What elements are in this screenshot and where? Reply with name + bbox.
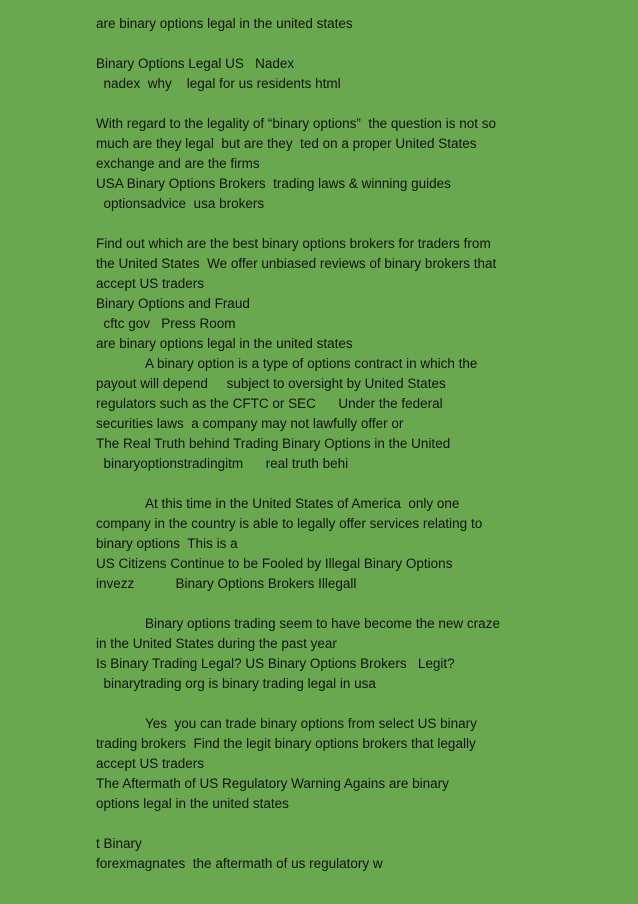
text-line: t Binary bbox=[96, 836, 142, 851]
text-line: are binary options legal in the united states bbox=[96, 16, 353, 31]
text-line: options legal in the united states bbox=[96, 796, 289, 811]
blank-line bbox=[96, 94, 546, 114]
text-line: With regard to the legality of “binary options” the question is not so bbox=[96, 116, 496, 131]
text-line: binary options This is a bbox=[96, 536, 238, 551]
text-line: US Citizens Continue to be Fooled by Illegal Binary Options bbox=[96, 556, 453, 571]
blank-line bbox=[96, 214, 546, 234]
text-line: A binary option is a type of options contract in which the bbox=[145, 356, 478, 371]
text-line: nadex why legal for us residents html bbox=[96, 76, 341, 91]
blank-line bbox=[96, 694, 546, 714]
text-line: regulators such as the CFTC or SEC Under the federal bbox=[96, 396, 443, 411]
text-line: USA Binary Options Brokers trading laws & winning guides bbox=[96, 176, 451, 191]
text-line: The Aftermath of US Regulatory Warning Agains are binary bbox=[96, 776, 449, 791]
text-line: the United States We offer unbiased reviews of binary brokers that bbox=[96, 256, 497, 271]
text-line: forexmagnates the aftermath of us regulatory w bbox=[96, 856, 383, 871]
text-line: invezz Binary Options Brokers Illegall bbox=[96, 576, 357, 591]
text-line: Yes you can trade binary options from select US binary bbox=[145, 716, 477, 731]
text-line: in the United States during the past year bbox=[96, 636, 337, 651]
text-line: Binary Options Legal US Nadex bbox=[96, 56, 295, 71]
blank-line bbox=[96, 34, 546, 54]
text-line: The Real Truth behind Trading Binary Options in the United bbox=[96, 436, 451, 451]
text-line: binarytrading org is binary trading legal in usa bbox=[96, 676, 376, 691]
document-body bbox=[96, 14, 546, 874]
text-line: much are they legal but are they ted on a proper United States bbox=[96, 136, 477, 151]
text-line: accept US traders bbox=[96, 276, 205, 291]
text-line: At this time in the United States of America only one bbox=[145, 496, 460, 511]
blank-line bbox=[96, 814, 546, 834]
text-line: cftc gov Press Room bbox=[96, 316, 236, 331]
text-line: Binary Options and Fraud bbox=[96, 296, 250, 311]
text-line: Find out which are the best binary options brokers for traders from bbox=[96, 236, 491, 251]
text-line: payout will depend subject to oversight by United States bbox=[96, 376, 446, 391]
text-line: securities laws a company may not lawfully offer or bbox=[96, 416, 404, 431]
text-line: Binary options trading seem to have become the new craze bbox=[145, 616, 500, 631]
blank-line bbox=[96, 594, 546, 614]
text-line: binaryoptionstradingitm real truth behi bbox=[96, 456, 349, 471]
blank-line bbox=[96, 474, 546, 494]
text-line: optionsadvice usa brokers bbox=[96, 196, 265, 211]
text-line: company in the country is able to legally offer services relating to bbox=[96, 516, 483, 531]
text-line: Is Binary Trading Legal? US Binary Options Brokers Legit? bbox=[96, 656, 455, 671]
text-line: trading brokers Find the legit binary options brokers that legally bbox=[96, 736, 476, 751]
text-line: accept US traders bbox=[96, 756, 205, 771]
text-line: are binary options legal in the united states bbox=[96, 336, 353, 351]
text-line: exchange and are the firms bbox=[96, 156, 260, 171]
